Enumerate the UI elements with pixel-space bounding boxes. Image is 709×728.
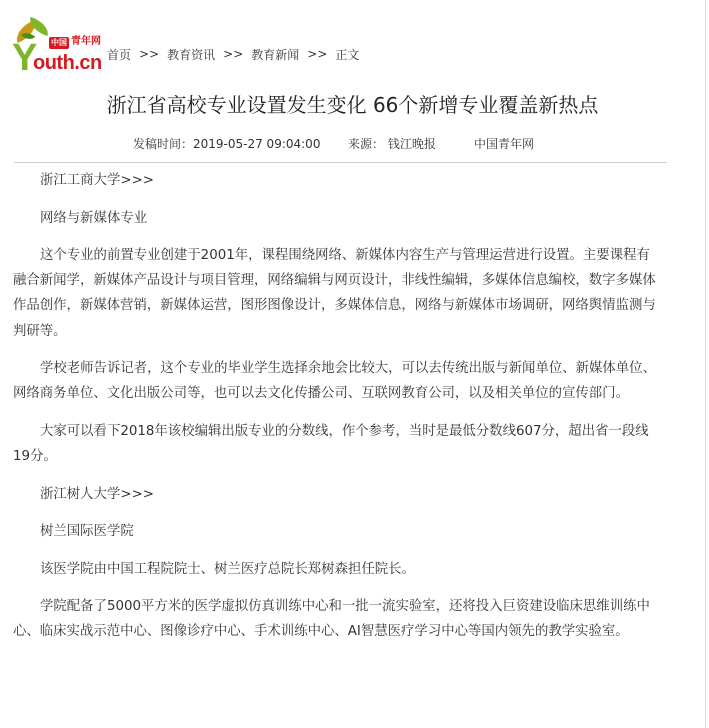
logo-letter-y: Y [12,37,38,79]
major-name-medical-college: 树兰国际医学院 [40,524,134,540]
article-paragraph: 学院配备了5000平方米的医学虚拟仿真训练中心和一批一流实验室，还将投入巨资建设临床思维训练中心、临床实战示范中心、图像诊疗中心、手术训练中心、AI智慧医疗学习中心等国内领先的教学实验室。 [13,599,650,640]
article-meta [0,134,680,154]
site-header [0,0,705,80]
section-heading-zjsru: 浙江树人大学>>> [40,486,155,502]
article-paragraph: 该医学院由中国工程院院士、树兰医疗总院长郑树森担任院长。 [40,561,415,577]
article-title: 浙江省高校专业设置发生变化 66个新增专业覆盖新热点 [106,93,599,117]
article-source: 来源： 钱江晚报 [348,137,436,151]
breadcrumb-education-info-link[interactable]: 教育资讯 [167,47,216,62]
article-paragraph: 大家可以看下2018年该校编辑出版专业的分数线，作个参考，当时是最低分数线607分，超出省一段线19分。 [13,423,649,465]
logo-badge: 中国 [51,38,67,47]
breadcrumb-education-news-link[interactable]: 教育新闻 [251,47,300,62]
article-paragraph: 这个专业的前置专业创建于2001年，课程围绕网络、新媒体内容生产与管理运营进行设置。主要课程有融合新闻学，新媒体产品设计与项目管理，网络编辑与网页设计，非线性编辑，多媒体信息编校，数字多媒体作品创作，新媒体营销，新媒体运营，图形图像设计，多媒体信息，网络与新媒体市场调研，网络舆情监测与判研等。 [13,248,656,339]
breadcrumb-separator: >> [307,47,328,61]
publish-time: 发稿时间：2019-05-27 09:04:00 [133,137,321,151]
logo-chinese-text: 青年网 [71,36,101,47]
youth-cn-logo[interactable] [11,20,107,80]
logo-wordmark: outh.cn [33,52,102,74]
breadcrumb-home-link[interactable]: 首页 [107,47,132,62]
major-name-network-media: 网络与新媒体专业 [40,210,148,226]
breadcrumb-current: 正文 [335,47,360,62]
page-frame-border [705,0,706,728]
title-divider [14,162,667,163]
breadcrumb [107,45,359,63]
breadcrumb-separator: >> [139,47,160,61]
site-name: 中国青年网 [474,137,535,151]
section-heading-zjgsu: 浙江工商大学>>> [40,173,155,188]
article-paragraph: 学校老师告诉记者，这个专业的毕业学生选择余地会比较大，可以去传统出版与新闻单位、新媒体单位、网络商务单位、文化出版公司等，也可以去文化传播公司、互联网教育公司，以及相关单位的宣传部门。 [13,361,656,402]
breadcrumb-separator: >> [223,47,244,61]
article-body [13,168,661,657]
